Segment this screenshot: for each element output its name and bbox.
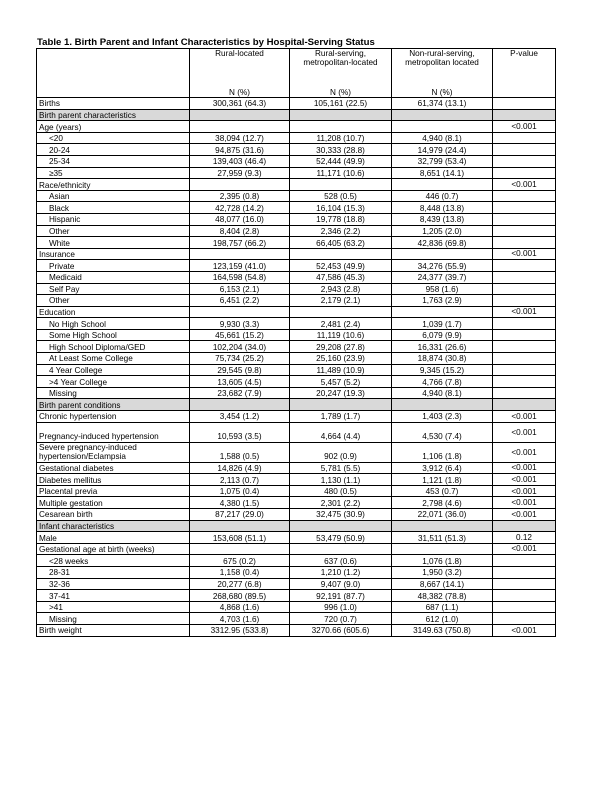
p-value-cell <box>493 387 556 399</box>
value-cell-col3: 446 (0.7) <box>392 190 493 202</box>
value-cell-col3: 958 (1.6) <box>392 283 493 295</box>
value-cell-col3 <box>392 543 493 555</box>
value-cell-col3 <box>392 179 493 191</box>
section-cell <box>190 109 290 121</box>
row-label: No High School <box>37 318 190 330</box>
value-cell-col2: 20,247 (19.3) <box>290 387 392 399</box>
p-value-cell <box>493 260 556 272</box>
value-cell-col2: 92,191 (87.7) <box>290 590 392 602</box>
value-cell-col2: 105,161 (22.5) <box>290 98 392 110</box>
table-row <box>37 341 556 353</box>
row-label: Private <box>37 260 190 272</box>
header-rural-located-label: Rural-located <box>215 49 264 58</box>
value-cell-col1: 123,159 (41.0) <box>190 260 290 272</box>
row-label: Self Pay <box>37 283 190 295</box>
section-label: Infant characteristics <box>37 520 190 532</box>
row-label: Race/ethnicity <box>37 179 190 191</box>
row-label: Diabetes mellitus <box>37 474 190 486</box>
header-rural-serving <box>290 49 392 98</box>
p-value-cell <box>493 237 556 249</box>
table-row <box>37 179 556 191</box>
section-label: Birth parent conditions <box>37 399 190 411</box>
p-value-cell <box>493 376 556 388</box>
table-row <box>37 121 556 133</box>
value-cell-col2: 1,789 (1.7) <box>290 411 392 423</box>
table-row <box>37 532 556 544</box>
value-cell-col2: 902 (0.9) <box>290 442 392 462</box>
value-cell-col3: 687 (1.1) <box>392 601 493 613</box>
table-row <box>37 364 556 376</box>
row-label: 32-36 <box>37 578 190 590</box>
row-label: <20 <box>37 132 190 144</box>
row-label: <28 weeks <box>37 555 190 567</box>
table-row <box>37 237 556 249</box>
value-cell-col2: 5,781 (5.5) <box>290 462 392 474</box>
value-cell-col3: 32,799 (53.4) <box>392 155 493 167</box>
table-row <box>37 474 556 486</box>
value-cell-col3: 42,836 (69.8) <box>392 237 493 249</box>
value-cell-col1 <box>190 543 290 555</box>
value-cell-col2: 1,210 (1.2) <box>290 566 392 578</box>
row-label: Births <box>37 98 190 110</box>
row-label: Gestational age at birth (weeks) <box>37 543 190 555</box>
value-cell-col1 <box>190 306 290 318</box>
value-cell-col2: 52,444 (49.9) <box>290 155 392 167</box>
row-label: Black <box>37 202 190 214</box>
value-cell-col2: 1,130 (1.1) <box>290 474 392 486</box>
value-cell-col1 <box>190 179 290 191</box>
table-row <box>37 155 556 167</box>
value-cell-col3: 4,940 (8.1) <box>392 132 493 144</box>
p-value-cell <box>493 590 556 602</box>
p-value-cell <box>493 555 556 567</box>
value-cell-col2: 996 (1.0) <box>290 601 392 613</box>
section-cell <box>392 399 493 411</box>
value-cell-col1: 675 (0.2) <box>190 555 290 567</box>
header-unit: N (%) <box>229 87 250 97</box>
p-value-cell <box>493 566 556 578</box>
value-cell-col1: 164,598 (54.8) <box>190 271 290 283</box>
value-cell-col2: 720 (0.7) <box>290 613 392 625</box>
value-cell-col2: 52,453 (49.9) <box>290 260 392 272</box>
table-caption: Table 1. Birth Parent and Infant Characteristics by Hospital-Serving Status <box>37 37 375 48</box>
p-value-cell <box>493 132 556 144</box>
table-row <box>37 98 556 110</box>
table-row <box>37 248 556 260</box>
value-cell-col2: 2,481 (2.4) <box>290 318 392 330</box>
value-cell-col3: 3149.63 (750.8) <box>392 624 493 636</box>
p-value-cell: <0.001 <box>493 306 556 318</box>
table-row <box>37 601 556 613</box>
row-label: 25-34 <box>37 155 190 167</box>
value-cell-col3: 1,039 (1.7) <box>392 318 493 330</box>
table-row <box>37 271 556 283</box>
table-row <box>37 442 556 462</box>
header-non-rural-serving-label: Non-rural-serving, metropolitan located <box>405 49 479 68</box>
value-cell-col1: 268,680 (89.5) <box>190 590 290 602</box>
row-label: Age (years) <box>37 121 190 133</box>
value-cell-col1: 42,728 (14.2) <box>190 202 290 214</box>
table-row <box>37 202 556 214</box>
p-value-cell: <0.001 <box>493 509 556 521</box>
row-label: Severe pregnancy-induced hypertension/Eclampsia <box>37 442 190 462</box>
p-value-cell <box>493 271 556 283</box>
table-row <box>37 318 556 330</box>
value-cell-col3: 453 (0.7) <box>392 485 493 497</box>
header-rural-serving-label: Rural-serving, metropolitan-located <box>303 49 378 68</box>
value-cell-col3: 4,530 (7.4) <box>392 422 493 442</box>
p-value-cell: <0.001 <box>493 485 556 497</box>
value-cell-col3: 1,763 (2.9) <box>392 295 493 307</box>
header-p-value-label: P-value <box>510 49 538 58</box>
p-value-cell <box>493 98 556 110</box>
value-cell-col1: 29,545 (9.8) <box>190 364 290 376</box>
p-value-cell <box>493 155 556 167</box>
value-cell-col3 <box>392 248 493 260</box>
p-value-cell <box>493 364 556 376</box>
value-cell-col2: 19,778 (18.8) <box>290 213 392 225</box>
value-cell-col2: 5,457 (5.2) <box>290 376 392 388</box>
table-row <box>37 509 556 521</box>
row-label: 20-24 <box>37 144 190 156</box>
value-cell-col3: 8,651 (14.1) <box>392 167 493 179</box>
value-cell-col3: 1,121 (1.8) <box>392 474 493 486</box>
value-cell-col3: 1,403 (2.3) <box>392 411 493 423</box>
value-cell-col2 <box>290 248 392 260</box>
section-cell <box>392 520 493 532</box>
p-value-cell <box>493 613 556 625</box>
table-row <box>37 144 556 156</box>
p-value-cell <box>493 578 556 590</box>
p-value-cell <box>493 167 556 179</box>
value-cell-col1: 153,608 (51.1) <box>190 532 290 544</box>
table-body <box>37 98 556 637</box>
table-row <box>37 260 556 272</box>
row-label: Pregnancy-induced hypertension <box>37 422 190 442</box>
value-cell-col1: 45,661 (15.2) <box>190 329 290 341</box>
value-cell-col3: 61,374 (13.1) <box>392 98 493 110</box>
section-row <box>37 109 556 121</box>
value-cell-col1: 102,204 (34.0) <box>190 341 290 353</box>
value-cell-col1: 20,277 (6.8) <box>190 578 290 590</box>
value-cell-col2: 11,119 (10.6) <box>290 329 392 341</box>
section-cell <box>493 399 556 411</box>
row-label: 37-41 <box>37 590 190 602</box>
header-row <box>37 49 556 98</box>
table-row <box>37 132 556 144</box>
value-cell-col1: 13,605 (4.5) <box>190 376 290 388</box>
p-value-cell: <0.001 <box>493 474 556 486</box>
row-label: Gestational diabetes <box>37 462 190 474</box>
value-cell-col1: 300,361 (64.3) <box>190 98 290 110</box>
p-value-cell: <0.001 <box>493 121 556 133</box>
table-row <box>37 353 556 365</box>
value-cell-col3 <box>392 306 493 318</box>
value-cell-col2: 30,333 (28.8) <box>290 144 392 156</box>
value-cell-col3: 48,382 (78.8) <box>392 590 493 602</box>
value-cell-col3: 612 (1.0) <box>392 613 493 625</box>
section-cell <box>493 109 556 121</box>
value-cell-col2: 47,586 (45.3) <box>290 271 392 283</box>
value-cell-col1: 87,217 (29.0) <box>190 509 290 521</box>
table-row <box>37 485 556 497</box>
value-cell-col3: 3,912 (6.4) <box>392 462 493 474</box>
p-value-cell <box>493 353 556 365</box>
table-row <box>37 543 556 555</box>
row-label: At Least Some College <box>37 353 190 365</box>
p-value-cell: 0.12 <box>493 532 556 544</box>
row-label: White <box>37 237 190 249</box>
section-row <box>37 399 556 411</box>
value-cell-col2: 2,943 (2.8) <box>290 283 392 295</box>
table-row <box>37 566 556 578</box>
p-value-cell <box>493 283 556 295</box>
table-row <box>37 167 556 179</box>
section-cell <box>392 109 493 121</box>
section-row <box>37 520 556 532</box>
value-cell-col3: 24,377 (39.7) <box>392 271 493 283</box>
table-row <box>37 295 556 307</box>
value-cell-col3: 8,439 (13.8) <box>392 213 493 225</box>
value-cell-col1: 1,588 (0.5) <box>190 442 290 462</box>
row-label: Insurance <box>37 248 190 260</box>
value-cell-col3: 18,874 (30.8) <box>392 353 493 365</box>
value-cell-col3: 2,798 (4.6) <box>392 497 493 509</box>
value-cell-col2: 11,171 (10.6) <box>290 167 392 179</box>
value-cell-col3: 34,276 (55.9) <box>392 260 493 272</box>
header-blank <box>37 49 190 98</box>
value-cell-col2: 66,405 (63.2) <box>290 237 392 249</box>
row-label: Missing <box>37 613 190 625</box>
table-row <box>37 387 556 399</box>
value-cell-col1: 2,395 (0.8) <box>190 190 290 202</box>
value-cell-col2 <box>290 306 392 318</box>
table-row <box>37 306 556 318</box>
value-cell-col2: 2,346 (2.2) <box>290 225 392 237</box>
row-label: >41 <box>37 601 190 613</box>
value-cell-col2: 528 (0.5) <box>290 190 392 202</box>
table-row <box>37 624 556 636</box>
value-cell-col3: 1,076 (1.8) <box>392 555 493 567</box>
p-value-cell <box>493 318 556 330</box>
value-cell-col1: 1,075 (0.4) <box>190 485 290 497</box>
value-cell-col1: 27,959 (9.3) <box>190 167 290 179</box>
value-cell-col3 <box>392 121 493 133</box>
value-cell-col2: 2,179 (2.1) <box>290 295 392 307</box>
p-value-cell: <0.001 <box>493 497 556 509</box>
value-cell-col1: 4,380 (1.5) <box>190 497 290 509</box>
value-cell-col1: 3,454 (1.2) <box>190 411 290 423</box>
value-cell-col2: 53,479 (50.9) <box>290 532 392 544</box>
value-cell-col2: 11,489 (10.9) <box>290 364 392 376</box>
table-row <box>37 411 556 423</box>
row-label: Medicaid <box>37 271 190 283</box>
p-value-cell: <0.001 <box>493 442 556 462</box>
value-cell-col2: 25,160 (23.9) <box>290 353 392 365</box>
table-row <box>37 190 556 202</box>
value-cell-col3: 4,766 (7.8) <box>392 376 493 388</box>
table-row <box>37 613 556 625</box>
p-value-cell: <0.001 <box>493 543 556 555</box>
value-cell-col3: 8,448 (13.8) <box>392 202 493 214</box>
value-cell-col3: 6,079 (9.9) <box>392 329 493 341</box>
table-row <box>37 283 556 295</box>
header-non-rural-serving <box>392 49 493 98</box>
table-row <box>37 422 556 442</box>
row-label: Hispanic <box>37 213 190 225</box>
section-cell <box>493 520 556 532</box>
header-p-value <box>493 49 556 98</box>
value-cell-col1: 2,113 (0.7) <box>190 474 290 486</box>
value-cell-col3: 1,205 (2.0) <box>392 225 493 237</box>
value-cell-col2 <box>290 121 392 133</box>
value-cell-col2: 637 (0.6) <box>290 555 392 567</box>
value-cell-col1: 8,404 (2.8) <box>190 225 290 237</box>
value-cell-col3: 9,345 (15.2) <box>392 364 493 376</box>
value-cell-col3: 1,106 (1.8) <box>392 442 493 462</box>
p-value-cell: <0.001 <box>493 179 556 191</box>
characteristics-table <box>36 48 556 637</box>
p-value-cell: <0.001 <box>493 422 556 442</box>
header-unit: N (%) <box>330 87 351 97</box>
p-value-cell: <0.001 <box>493 248 556 260</box>
value-cell-col1: 3312.95 (533.8) <box>190 624 290 636</box>
row-label: Birth weight <box>37 624 190 636</box>
value-cell-col3: 1,950 (3.2) <box>392 566 493 578</box>
row-label: Missing <box>37 387 190 399</box>
table-row <box>37 555 556 567</box>
p-value-cell <box>493 225 556 237</box>
table-row <box>37 213 556 225</box>
row-label: Cesarean birth <box>37 509 190 521</box>
value-cell-col2: 29,208 (27.8) <box>290 341 392 353</box>
value-cell-col1: 198,757 (66.2) <box>190 237 290 249</box>
row-label: Other <box>37 295 190 307</box>
p-value-cell <box>493 190 556 202</box>
value-cell-col3: 14,979 (24.4) <box>392 144 493 156</box>
section-cell <box>190 399 290 411</box>
row-label: Other <box>37 225 190 237</box>
table-row <box>37 590 556 602</box>
row-label: Placental previa <box>37 485 190 497</box>
section-cell <box>290 399 392 411</box>
value-cell-col3: 4,940 (8.1) <box>392 387 493 399</box>
row-label: >4 Year College <box>37 376 190 388</box>
p-value-cell <box>493 295 556 307</box>
p-value-cell <box>493 329 556 341</box>
value-cell-col2: 480 (0.5) <box>290 485 392 497</box>
table-row <box>37 329 556 341</box>
row-label: Male <box>37 532 190 544</box>
p-value-cell <box>493 341 556 353</box>
section-cell <box>190 520 290 532</box>
value-cell-col1: 139,403 (46.4) <box>190 155 290 167</box>
table-row <box>37 376 556 388</box>
value-cell-col1 <box>190 248 290 260</box>
p-value-cell <box>493 601 556 613</box>
row-label: 28-31 <box>37 566 190 578</box>
section-cell <box>290 109 392 121</box>
value-cell-col1: 6,153 (2.1) <box>190 283 290 295</box>
value-cell-col1: 1,158 (0.4) <box>190 566 290 578</box>
section-cell <box>290 520 392 532</box>
value-cell-col2 <box>290 179 392 191</box>
row-label: Chronic hypertension <box>37 411 190 423</box>
value-cell-col3: 8,667 (14.1) <box>392 578 493 590</box>
value-cell-col1: 4,703 (1.6) <box>190 613 290 625</box>
value-cell-col1 <box>190 121 290 133</box>
value-cell-col2 <box>290 543 392 555</box>
p-value-cell <box>493 213 556 225</box>
value-cell-col2: 16,104 (15.3) <box>290 202 392 214</box>
row-label: ≥35 <box>37 167 190 179</box>
table-row <box>37 578 556 590</box>
value-cell-col1: 23,682 (7.9) <box>190 387 290 399</box>
p-value-cell: <0.001 <box>493 624 556 636</box>
row-label: Education <box>37 306 190 318</box>
value-cell-col2: 11,208 (10.7) <box>290 132 392 144</box>
value-cell-col1: 4,868 (1.6) <box>190 601 290 613</box>
table-row <box>37 497 556 509</box>
p-value-cell <box>493 144 556 156</box>
value-cell-col3: 31,511 (51.3) <box>392 532 493 544</box>
value-cell-col2: 32,475 (30.9) <box>290 509 392 521</box>
value-cell-col1: 9,930 (3.3) <box>190 318 290 330</box>
table-row <box>37 462 556 474</box>
row-label: 4 Year College <box>37 364 190 376</box>
value-cell-col1: 38,094 (12.7) <box>190 132 290 144</box>
value-cell-col1: 10,593 (3.5) <box>190 422 290 442</box>
header-unit: N (%) <box>431 87 453 97</box>
value-cell-col2: 2,301 (2.2) <box>290 497 392 509</box>
value-cell-col3: 22,071 (36.0) <box>392 509 493 521</box>
value-cell-col3: 16,331 (26.6) <box>392 341 493 353</box>
value-cell-col2: 3270.66 (605.6) <box>290 624 392 636</box>
section-label: Birth parent characteristics <box>37 109 190 121</box>
value-cell-col1: 6,451 (2.2) <box>190 295 290 307</box>
row-label: Asian <box>37 190 190 202</box>
p-value-cell <box>493 202 556 214</box>
table-row <box>37 225 556 237</box>
row-label: Some High School <box>37 329 190 341</box>
value-cell-col2: 9,407 (9.0) <box>290 578 392 590</box>
p-value-cell: <0.001 <box>493 462 556 474</box>
row-label: High School Diploma/GED <box>37 341 190 353</box>
value-cell-col1: 75,734 (25.2) <box>190 353 290 365</box>
value-cell-col2: 4,664 (4.4) <box>290 422 392 442</box>
value-cell-col1: 94,875 (31.6) <box>190 144 290 156</box>
value-cell-col1: 48,077 (16.0) <box>190 213 290 225</box>
row-label: Multiple gestation <box>37 497 190 509</box>
p-value-cell: <0.001 <box>493 411 556 423</box>
value-cell-col1: 14,826 (4.9) <box>190 462 290 474</box>
header-rural-located <box>190 49 290 98</box>
